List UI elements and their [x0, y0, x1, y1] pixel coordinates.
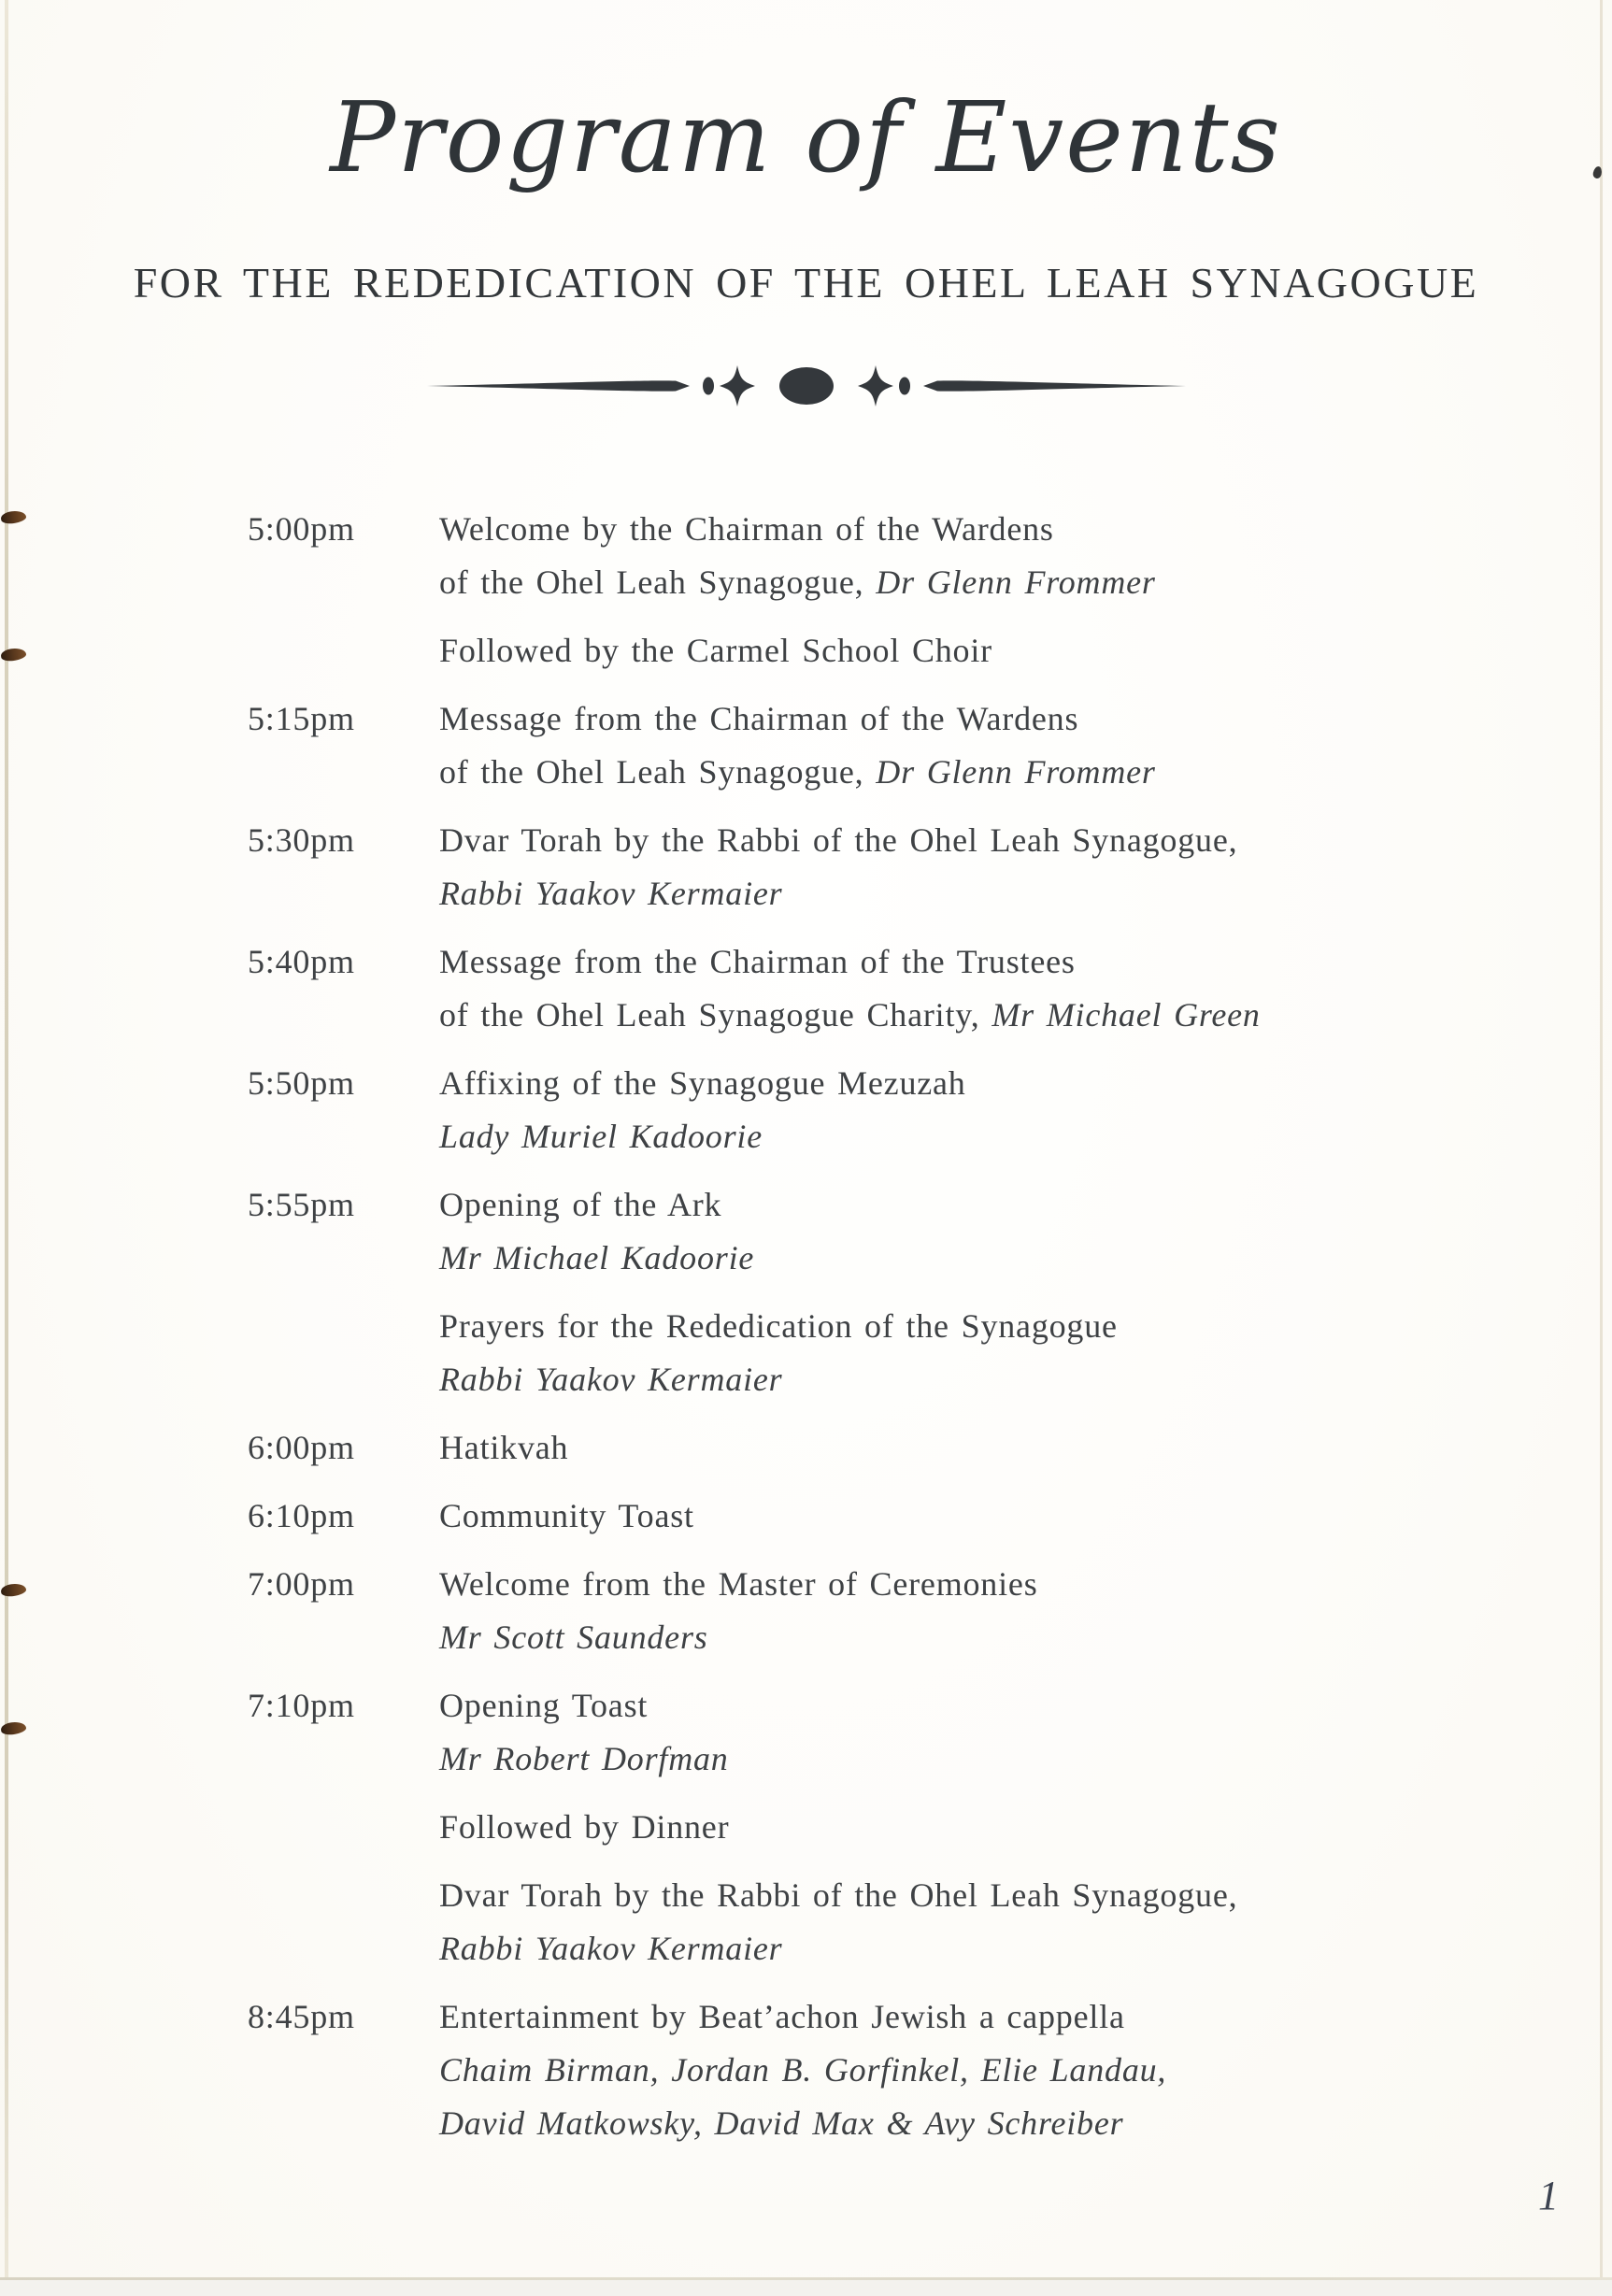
event-description	[439, 1057, 1448, 1163]
event-text-line: of the Ohel Leah Synagogue, Dr Glenn Frommer	[439, 753, 1156, 791]
event-description	[439, 814, 1448, 920]
page-number: 1	[1538, 2173, 1559, 2218]
page-subtitle: FOR THE REDEDICATION OF THE OHEL LEAH SYNAGOGUE	[133, 259, 1479, 307]
event-text-line: Chaim Birman, Jordan B. Gorfinkel, Elie Landau,	[439, 2051, 1167, 2089]
scanner-background	[0, 2280, 1612, 2296]
event-description	[439, 1990, 1448, 2150]
event-time: 8:45pm	[248, 1998, 355, 2035]
event-time: 5:00pm	[248, 510, 355, 548]
event-text-line: Message from the Chairman of the Trustees	[439, 943, 1076, 980]
event-text-line: Dvar Torah by the Rabbi of the Ohel Leah Synagogue,	[439, 1876, 1238, 1914]
event-description	[439, 935, 1448, 1042]
event-row	[248, 503, 1448, 609]
event-text-line: Opening of the Ark	[439, 1186, 722, 1223]
event-description	[439, 1869, 1448, 1975]
event-description	[439, 692, 1448, 799]
event-text-line: David Matkowsky, David Max & Avy Schreiber	[439, 2104, 1124, 2142]
event-row	[248, 1990, 1448, 2150]
event-text-line: Rabbi Yaakov Kermaier	[439, 1930, 783, 1967]
event-time: 5:15pm	[248, 700, 355, 737]
event-text-line: Opening Toast	[439, 1687, 649, 1724]
event-time: 7:00pm	[248, 1565, 355, 1603]
event-row	[248, 1300, 1448, 1406]
event-time	[248, 1801, 439, 1854]
event-description	[439, 1490, 1448, 1543]
event-description	[439, 1421, 1448, 1475]
page-left-edge	[5, 0, 8, 2280]
event-text-line: Welcome from the Master of Ceremonies	[439, 1565, 1038, 1603]
event-row	[248, 1558, 1448, 1664]
event-description	[439, 1679, 1448, 1786]
event-row	[248, 1057, 1448, 1163]
event-text-line: Mr Scott Saunders	[439, 1619, 708, 1656]
event-text-line: Rabbi Yaakov Kermaier	[439, 875, 783, 912]
event-time: 5:50pm	[248, 1064, 355, 1102]
event-time: 7:10pm	[248, 1687, 355, 1724]
event-text-line: Lady Muriel Kadoorie	[439, 1118, 763, 1155]
event-description	[439, 503, 1448, 609]
event-description	[439, 624, 1448, 677]
event-row	[248, 935, 1448, 1042]
schedule	[248, 503, 1448, 2165]
spindle-divider-icon	[427, 361, 1186, 411]
event-time: 5:30pm	[248, 821, 355, 859]
event-row	[248, 1801, 1448, 1854]
event-text-line: Dvar Torah by the Rabbi of the Ohel Leah Synagogue,	[439, 821, 1238, 859]
event-text-line: Followed by Dinner	[439, 1808, 730, 1846]
event-time	[248, 624, 439, 677]
event-row	[248, 1679, 1448, 1786]
event-text-line: Welcome by the Chairman of the Wardens	[439, 510, 1054, 548]
event-text-line: Prayers for the Rededication of the Synagogue	[439, 1307, 1118, 1345]
event-text-line: Followed by the Carmel School Choir	[439, 632, 992, 669]
event-description	[439, 1801, 1448, 1854]
event-time: 6:10pm	[248, 1497, 355, 1534]
event-description	[439, 1300, 1448, 1406]
event-time: 5:55pm	[248, 1186, 355, 1223]
event-text-line: Affixing of the Synagogue Mezuzah	[439, 1064, 966, 1102]
page-right-edge	[1600, 0, 1603, 2282]
event-row	[248, 624, 1448, 677]
event-text-line: Mr Robert Dorfman	[439, 1740, 729, 1777]
event-text-line: Entertainment by Beat’achon Jewish a cappella	[439, 1998, 1125, 2035]
event-text-line: of the Ohel Leah Synagogue Charity, Mr Michael Green	[439, 996, 1261, 1034]
event-text-line: Rabbi Yaakov Kermaier	[439, 1361, 783, 1398]
page-title: Program of Events	[330, 80, 1282, 194]
event-row	[248, 1869, 1448, 1975]
event-row	[248, 1421, 1448, 1475]
event-time: 6:00pm	[248, 1429, 355, 1466]
event-text-line: of the Ohel Leah Synagogue, Dr Glenn Frommer	[439, 563, 1156, 601]
event-time	[248, 1869, 439, 1975]
event-row	[248, 814, 1448, 920]
event-text-line: Community Toast	[439, 1497, 694, 1534]
event-row	[248, 692, 1448, 799]
event-time	[248, 1300, 439, 1406]
event-row	[248, 1178, 1448, 1285]
event-description	[439, 1178, 1448, 1285]
event-text-line: Hatikvah	[439, 1429, 569, 1466]
event-text-line: Mr Michael Kadoorie	[439, 1239, 755, 1276]
event-description	[439, 1558, 1448, 1664]
event-text-line: Message from the Chairman of the Wardens	[439, 700, 1079, 737]
event-time: 5:40pm	[248, 943, 355, 980]
event-row	[248, 1490, 1448, 1543]
